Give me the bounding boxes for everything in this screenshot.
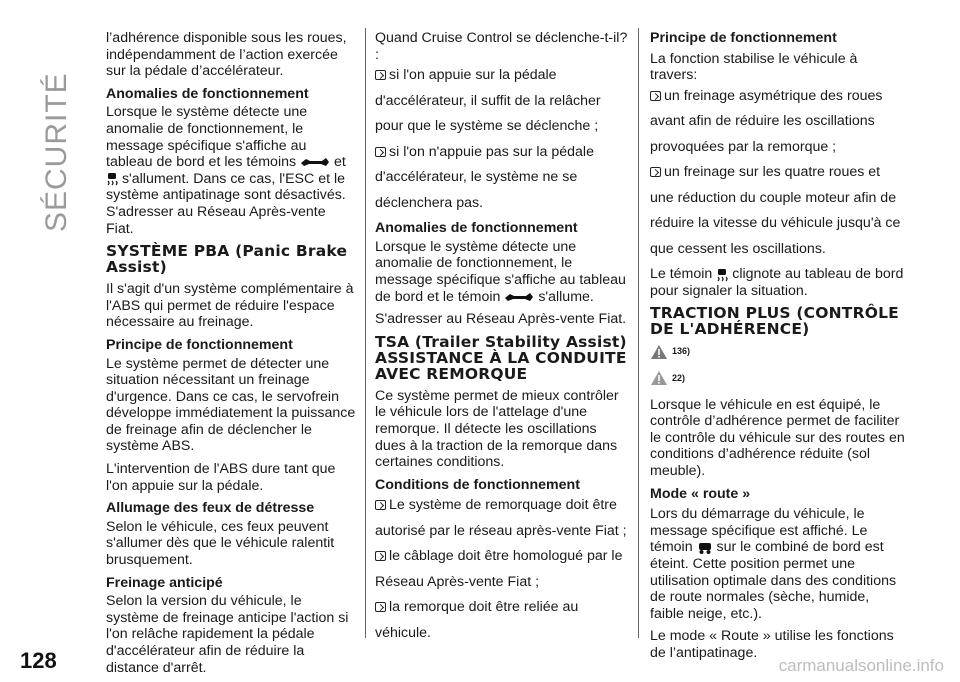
bullet-icon <box>375 551 386 561</box>
paragraph: Le système permet de détecter une situation nécessitant un freinage d'urgence. Dans ce cas, le servofrein développe immédiatement la puissance de freinage afin de déclencher le système ABS. <box>106 355 356 455</box>
heading-principe: Principe de fonctionnement <box>650 30 837 46</box>
heading-pba: SYSTÈME PBA (Panic Brake Assist) <box>106 242 348 277</box>
warning-reference: 136) <box>650 343 905 360</box>
heading-allumage: Allumage des feux de détresse <box>106 500 315 517</box>
heading-anomalies: Anomalies de fonctionnement <box>375 220 578 237</box>
bullet-item: le câblage doit être homologué par le Réseau Après-vente Fiat ; <box>375 548 623 590</box>
bullet-icon <box>375 602 386 612</box>
caution-triangle-icon <box>650 370 668 386</box>
paragraph: Selon la version du véhicule, le système de freinage anticipe l'action si l'on relâche rapidement la pédale d'accélérateur afin de réduire la distance d'arrêt. <box>106 593 349 676</box>
paragraph: Lors du démarrage du véhicule, le message spécifique est affiché. Le témoin sur le combiné de bord est éteint. Cette position permet une utilisation optimale dans des conditions de route normales (sèche, humide, faible neige, etc.). <box>650 506 897 622</box>
paragraph: Quand Cruise Control se déclenche-t-il? : <box>375 30 628 63</box>
paragraph: Il s'agit d'un système complémentaire à l'ABS qui permet de réduire l'espace nécessaire au freinage. <box>106 281 354 331</box>
skid-warning-icon <box>106 172 118 186</box>
watermark: carmanualsonline.info <box>778 656 944 675</box>
heading-route: Mode « route » <box>650 485 751 502</box>
page-number: 128 <box>20 648 57 673</box>
skid-warning-icon <box>716 268 728 282</box>
paragraph: Lorsque le système détecte une anomalie de fonctionnement, le message spécifique s'affiche au tableau de bord et les témoins et s'allument. Dans ce cas, l'ESC et le système antipatinage sont désactivés. S'adresser au Réseau Après-vente Fiat. <box>106 104 346 237</box>
bullet-icon <box>375 500 386 510</box>
column-1 <box>106 30 356 682</box>
bullet-icon <box>375 147 386 157</box>
paragraph: Ce système permet de mieux contrôler le véhicule lors de l'attelage d'une remorque. Il détecte les oscillations dues à la traction de la remorque dans certaines conditions. <box>375 387 619 471</box>
bullet-icon <box>650 91 661 101</box>
paragraph: Le témoin clignote au tableau de bord pour signaler la situation. <box>650 266 904 299</box>
bullet-item: Le système de remorquage doit être autorisé par le réseau après-vente Fiat ; <box>375 497 627 539</box>
paragraph: La fonction stabilise le véhicule à travers: <box>650 50 858 84</box>
note-reference: 22) <box>650 370 905 387</box>
esc-warning-icon <box>300 156 330 168</box>
bullet-icon <box>650 167 661 177</box>
column-divider <box>365 28 366 638</box>
heading-tsa: TSA (Trailer Stability Assist) ASSISTANCE À LA CONDUITE AVEC REMORQUE <box>375 332 627 383</box>
column-divider <box>638 28 639 638</box>
bullet-item: si l'on n'appuie pas sur la pédale d'accélérateur, le système ne se déclenchera pas. <box>375 143 594 211</box>
section-side-title: SÉCURITÉ <box>40 72 73 232</box>
heading-principe: Principe de fonctionnement <box>106 336 293 353</box>
paragraph: Selon le véhicule, ces feux peuvent s'allumer dès que le véhicule ralentit brusquement. <box>106 518 335 569</box>
paragraph: Le mode « Route » utilise les fonctions de l’antipatinage. <box>650 628 894 661</box>
bullet-icon <box>375 70 386 80</box>
column-2 <box>375 30 630 646</box>
bullet-item: si l'on appuie sur la pédale d'accélérateur, il suffit de la relâcher pour que le système se déclenche ; <box>375 67 601 135</box>
tsa-warning-icon <box>504 291 534 303</box>
heading-freinage: Freinage anticipé <box>106 574 223 591</box>
bullet-item: un freinage sur les quatre roues et une réduction du couple moteur afin de réduire la vitesse du véhicule jusqu'à ce que cessent les oscillations. <box>650 164 901 257</box>
bullet-item: la remorque doit être reliée au véhicule. <box>375 599 579 641</box>
heading-conditions: Conditions de fonctionnement <box>375 476 580 493</box>
paragraph: Lorsque le système détecte une anomalie de fonctionnement, le message spécifique s'affiche au tableau de bord et le témoin s'allume. <box>375 238 626 305</box>
heading-traction: TRACTION PLUS (CONTRÔLE DE L'ADHÉRENCE) <box>650 304 899 339</box>
column-3 <box>650 30 905 668</box>
paragraph: S'adresser au Réseau Après-vente Fiat. <box>375 311 627 328</box>
heading-anomalies: Anomalies de fonctionnement <box>106 85 309 102</box>
warning-triangle-icon <box>650 344 668 360</box>
paragraph: Lorsque le véhicule en est équipé, le contrôle d’adhérence permet de faciliter le contrôle du véhicule sur des routes en conditions d’adhérence réduite (sol meuble). <box>650 396 905 480</box>
traction-plus-icon <box>697 541 713 555</box>
paragraph: L'intervention de l'ABS dure tant que l'on appuie sur la pédale. <box>106 461 336 494</box>
bullet-item: un freinage asymétrique des roues avant afin de réduire les oscillations provoquées par la remorque ; <box>650 87 883 155</box>
paragraph: l’adhérence disponible sous les roues, indépendamment de l’action exercée sur la pédale d’accélérateur. <box>106 30 347 80</box>
